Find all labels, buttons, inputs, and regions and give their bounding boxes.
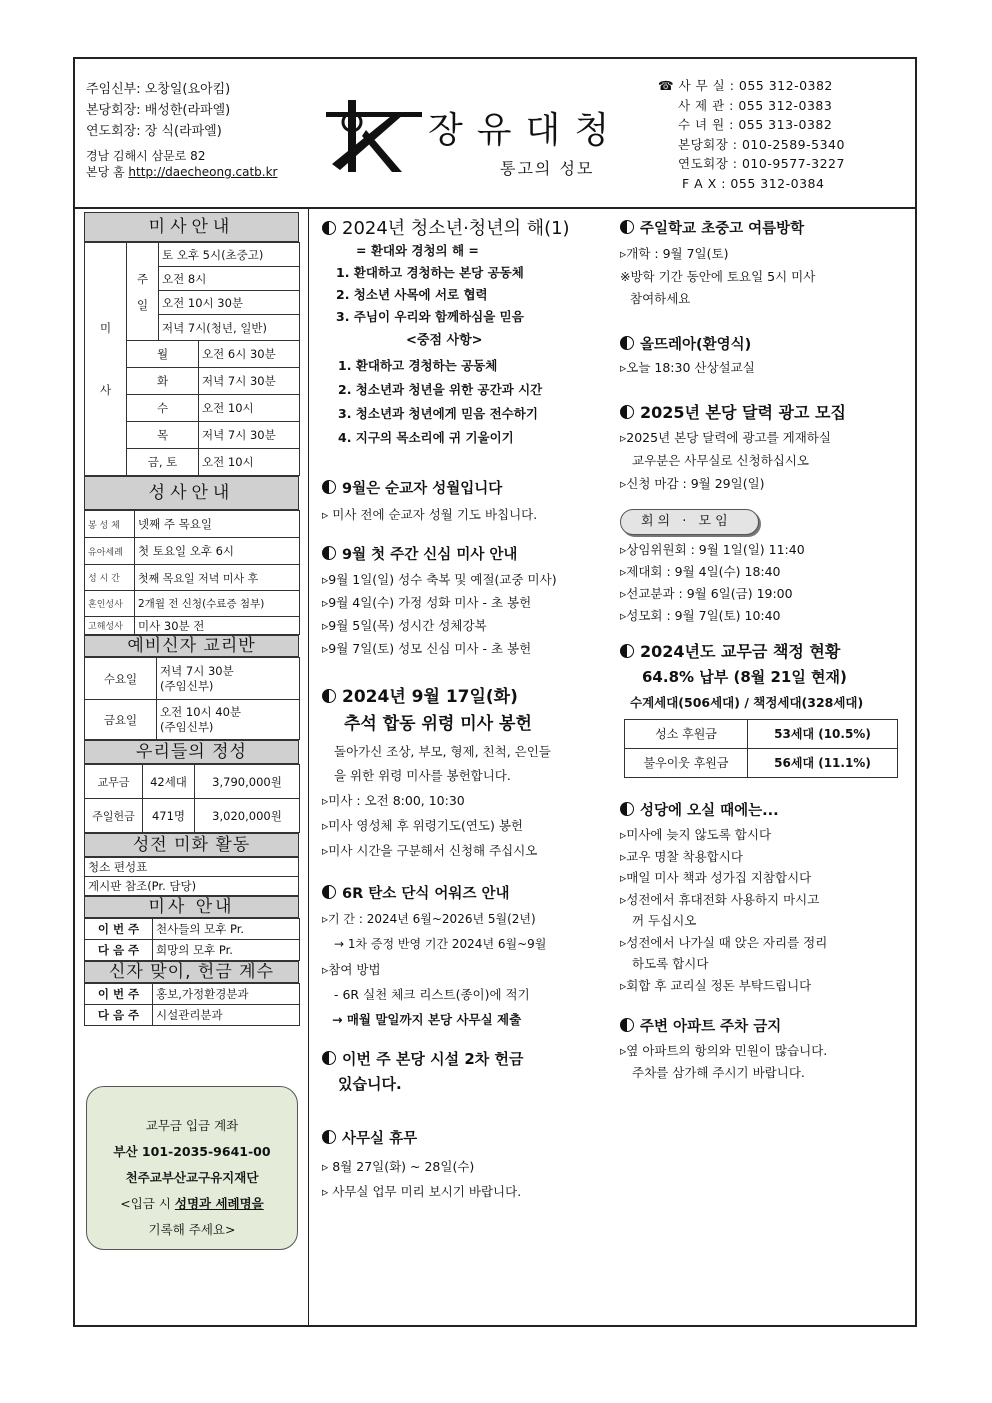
parking-text-2: 주차를 삼가해 주시기 바랍니다. bbox=[632, 1065, 805, 1080]
office-closed-item: ▹ 사무실 업무 미리 보시기 바랍니다. bbox=[322, 1184, 522, 1199]
carbon-list bbox=[322, 907, 614, 1032]
office-closed-item: ▹ 8월 27일(화) ~ 28일(수) bbox=[322, 1159, 475, 1174]
office-closed-title: 사무실 휴무 bbox=[322, 1128, 614, 1150]
account-title: 교무금 입금 계좌 bbox=[145, 1118, 239, 1133]
chuseok-text: 돌아가신 조상, 부모, 형제, 친척, 은인들 bbox=[334, 744, 551, 759]
weekday-day: 화 bbox=[127, 368, 199, 395]
first-week-item: ▹9월 7일(토) 성모 신심 미사 - 초 봉헌 bbox=[322, 641, 532, 656]
summer-open: ▹개학 : 9월 7일(토) bbox=[620, 246, 729, 261]
middle-column bbox=[322, 218, 614, 1204]
half-circle-icon bbox=[322, 1130, 336, 1144]
weekday-time: 저녁 7시 30분 bbox=[199, 368, 300, 395]
youth-item: 1. 환대하고 경청하는 본당 공동체 bbox=[336, 265, 524, 280]
martyrs-title: 9월은 순교자 성월입니다 bbox=[322, 478, 614, 500]
dues-rate: 64.8% 납부 (8월 21일 현재) bbox=[642, 668, 847, 686]
focus-item: 1. 환대하고 경청하는 공동체 bbox=[338, 358, 498, 373]
meeting-list bbox=[620, 539, 908, 627]
sacrament-value: 첫째 목요일 저녁 미사 후 bbox=[135, 565, 300, 591]
sacrament-key: 성 시 간 bbox=[85, 565, 135, 591]
welcome-value: 시설관리분과 bbox=[153, 1005, 300, 1026]
header-staff bbox=[86, 79, 277, 180]
half-circle-icon bbox=[620, 220, 634, 234]
catechumen-heading: 예비신자 교리반 bbox=[84, 635, 299, 657]
youth-item: 2. 청소년 사목에 서로 협력 bbox=[336, 287, 488, 302]
cross-logo-icon bbox=[326, 100, 422, 172]
sacrament-value: 넷째 주 목요일 bbox=[135, 511, 300, 538]
carbon-method: ▹참여 방법 bbox=[322, 962, 381, 977]
church-visit-item: 꺼 두십시오 bbox=[632, 913, 697, 928]
church-visit-item: 하도록 합시다 bbox=[632, 956, 709, 971]
sunday-mass-time: 오전 10시 30분 bbox=[159, 291, 300, 315]
second-collection-title-2: 있습니다. bbox=[338, 1075, 402, 1093]
beautify-heading: 성전 미화 활동 bbox=[84, 833, 299, 857]
youth-item: 3. 주님이 우리와 함께하심을 믿음 bbox=[336, 309, 524, 324]
chuseok-text: 을 위한 위령 미사를 봉헌합니다. bbox=[334, 768, 511, 783]
church-visit-item: ▹매일 미사 책과 성가집 지참합시다 bbox=[620, 870, 812, 885]
account-holder: 천주교부산교구유지재단 bbox=[125, 1170, 259, 1185]
church-visit-list bbox=[620, 824, 908, 996]
homepage-label: 본당 홈 bbox=[86, 165, 125, 179]
carbon-step: - 6R 실천 체크 리스트(종이)에 적기 bbox=[334, 987, 530, 1002]
half-circle-icon bbox=[620, 336, 634, 350]
half-circle-icon bbox=[620, 1018, 634, 1032]
half-circle-icon bbox=[322, 221, 336, 235]
weekday-time: 오전 6시 30분 bbox=[199, 341, 300, 368]
contacts bbox=[658, 76, 845, 194]
chuseok-item: ▹미사 시간을 구분해서 신청해 주십시오 bbox=[322, 843, 538, 858]
catechumen-day: 금요일 bbox=[85, 700, 157, 740]
meeting-badge: 회의 · 모임 bbox=[620, 509, 759, 535]
calendar-text: ▹2025년 본당 달력에 광고를 게재하실 bbox=[620, 430, 831, 445]
parish-title: 장유대청 bbox=[428, 110, 624, 151]
first-week-item: ▹9월 1일(일) 성수 축복 및 예절(교중 미사) bbox=[322, 572, 557, 587]
offering-heading: 우리들의 정성 bbox=[84, 740, 299, 764]
half-circle-icon bbox=[620, 405, 634, 419]
contact-rectory: 사 제 관 : 055 312-0383 bbox=[678, 97, 833, 113]
weekday-day: 금, 토 bbox=[127, 449, 199, 476]
sacrament-value: 첫 토요일 오후 6시 bbox=[135, 538, 300, 565]
right-column bbox=[620, 218, 908, 1084]
header-divider bbox=[73, 207, 917, 209]
contact-office: ☎ 사 무 실 : 055 312-0382 bbox=[658, 78, 833, 93]
chuseok-title: 2024년 9월 17일(화) bbox=[322, 686, 614, 708]
account-box bbox=[86, 1086, 298, 1250]
welcome-key: 이 번 주 bbox=[85, 984, 153, 1005]
meeting-item: ▹제대회 : 9월 4일(수) 18:40 bbox=[620, 564, 781, 579]
youth-title: 2024년 청소년·청년의 해(1) bbox=[322, 218, 614, 240]
beautify-row: 청소 편성표 bbox=[85, 858, 299, 877]
calendar-deadline: ▹신청 마감 : 9월 29일(일) bbox=[620, 476, 765, 491]
offering-amount: 3,790,000원 bbox=[195, 765, 300, 799]
sacrament-heading: 성사안내 bbox=[84, 476, 299, 510]
catechumen-day: 수요일 bbox=[85, 658, 157, 700]
half-circle-icon bbox=[322, 885, 336, 899]
carbon-period: ▹기 간 : 2024년 6월~2026년 5월(2년) bbox=[322, 912, 536, 926]
chuseok-item: ▹미사 : 오전 8:00, 10:30 bbox=[322, 793, 465, 808]
staff-priest: 주임신부: 오창일(요아킴) bbox=[86, 82, 231, 97]
contact-fax: F A X : 055 312-0384 bbox=[682, 175, 825, 191]
beautify-row: 게시판 참조(Pr. 담당) bbox=[85, 877, 299, 896]
mass-info-value: 희망의 모후 Pr. bbox=[153, 940, 300, 961]
left-column bbox=[84, 212, 299, 1026]
staff-parish-president: 본당회장: 배성한(라파엘) bbox=[86, 103, 231, 118]
mass-label: 미 사 bbox=[85, 243, 127, 476]
second-collection-title: 이번 주 본당 시설 2차 헌금 bbox=[322, 1048, 614, 1070]
mass-table bbox=[84, 242, 300, 476]
half-circle-icon bbox=[322, 689, 336, 703]
support-table bbox=[624, 719, 898, 778]
focus-item: 4. 지구의 목소리에 귀 기울이기 bbox=[338, 430, 514, 445]
meeting-item: ▹선교분과 : 9월 6일(금) 19:00 bbox=[620, 586, 793, 601]
address-block bbox=[86, 148, 277, 180]
church-visit-item: ▹회합 후 교리실 정돈 부탁드립니다 bbox=[620, 977, 812, 993]
address: 경남 김해시 삼문로 82 bbox=[86, 149, 206, 163]
carbon-title: 6R 탄소 단식 어워즈 안내 bbox=[322, 883, 614, 905]
mass-info-key: 이 번 주 bbox=[85, 919, 153, 940]
focus-item: 3. 청소년과 청년에게 믿음 전수하기 bbox=[338, 406, 538, 421]
carbon-reflect: → 1차 증정 반영 기간 2024년 6월~9월 bbox=[334, 937, 547, 951]
dues-title: 2024년도 교무금 책정 현황 bbox=[620, 641, 908, 663]
first-week-item: ▹9월 4일(수) 가정 성화 미사 - 초 봉헌 bbox=[322, 595, 532, 610]
offering-count: 471명 bbox=[143, 799, 195, 833]
contact-yeondo-president: 연도회장 : 010-9577-3227 bbox=[678, 156, 845, 172]
column-divider bbox=[308, 208, 309, 1326]
half-circle-icon bbox=[322, 546, 336, 560]
summer-note-2: 참여하세요 bbox=[630, 291, 691, 306]
mass-info-value: 천사들의 모후 Pr. bbox=[153, 919, 300, 940]
support-key: 불우이웃 후원금 bbox=[625, 749, 748, 778]
offering-table bbox=[84, 764, 300, 833]
first-week-list bbox=[322, 568, 614, 660]
summer-note: ※방학 기간 동안에 토요일 5시 미사 bbox=[620, 269, 816, 284]
carbon-step: → 매월 말일까지 본당 사무실 제출 bbox=[332, 1012, 522, 1027]
weekday-day: 수 bbox=[127, 395, 199, 422]
parking-text: ▹옆 아파트의 항의와 민원이 많습니다. bbox=[620, 1043, 828, 1058]
sacrament-key: 고해성사 bbox=[85, 617, 135, 635]
first-week-title: 9월 첫 주간 신심 미사 안내 bbox=[322, 544, 614, 566]
welcome-heading: 신자 맞이, 헌금 계수 bbox=[84, 961, 299, 983]
first-week-item: ▹9월 5일(목) 성시간 성체강복 bbox=[322, 618, 487, 633]
weekday-time: 오전 10시 bbox=[199, 449, 300, 476]
focus-heading: <중점 사항> bbox=[406, 333, 483, 348]
welcome-party-title: 올뜨레아(환영식) bbox=[620, 334, 908, 356]
welcome-party-text: ▹오늘 18:30 산상설교실 bbox=[620, 360, 755, 375]
sunday-mass-time: 오전 8시 bbox=[159, 267, 300, 291]
beautify-table bbox=[84, 857, 299, 896]
meeting-item: ▹성모회 : 9월 7일(토) 10:40 bbox=[620, 608, 781, 623]
office-closed-list bbox=[322, 1154, 614, 1204]
sacrament-key: 봉 성 체 bbox=[85, 511, 135, 538]
calendar-text-2: 교우분은 사무실로 신청하십시오 bbox=[632, 453, 809, 468]
meeting-item: ▹상임위원회 : 9월 1일(일) 11:40 bbox=[620, 542, 805, 557]
parish-subtitle: 통고의 성모 bbox=[500, 159, 595, 178]
calendar-title: 2025년 본당 달력 광고 모집 bbox=[620, 402, 908, 424]
sunday-label: 주 일 bbox=[127, 243, 159, 341]
contact-parish-president: 본당회장 : 010-2589-5340 bbox=[678, 136, 845, 152]
summer-title: 주일학교 초중고 여름방학 bbox=[620, 218, 908, 240]
mass-info-key: 다 음 주 bbox=[85, 940, 153, 961]
offering-count: 42세대 bbox=[143, 765, 195, 799]
weekday-time: 오전 10시 bbox=[199, 395, 300, 422]
sacrament-table bbox=[84, 510, 300, 635]
staff-yeondo-president: 연도회장: 장 식(라파엘) bbox=[86, 124, 222, 139]
account-note: <입금 시 성명과 세례명을 bbox=[120, 1196, 264, 1211]
sacrament-key: 유아세례 bbox=[85, 538, 135, 565]
sacrament-key: 혼인성사 bbox=[85, 591, 135, 617]
account-number: 부산 101-2035-9641-00 bbox=[113, 1144, 271, 1159]
church-visit-item: ▹교우 명찰 착용합시다 bbox=[620, 848, 743, 864]
church-visit-item: ▹성전에서 나가실 때 앉은 자리를 정리 bbox=[620, 934, 828, 950]
support-value: 53세대 (10.5%) bbox=[748, 720, 898, 749]
welcome-value: 홍보,가정환경분과 bbox=[153, 984, 300, 1005]
weekday-time: 저녁 7시 30분 bbox=[199, 422, 300, 449]
chuseok-title-2: 추석 합동 위령 미사 봉헌 bbox=[344, 714, 532, 734]
catechumen-time: 저녁 7시 30분 (주임신부) bbox=[157, 658, 300, 700]
dues-households: 수계세대(506세대) / 책정세대(328세대) bbox=[630, 695, 864, 710]
sacrament-value: 2개월 전 신청(수료증 첨부) bbox=[135, 591, 300, 617]
half-circle-icon bbox=[620, 644, 634, 658]
focus-item: 2. 청소년과 청년을 위한 공간과 시간 bbox=[338, 382, 543, 397]
church-visit-item: ▹미사에 늦지 않도록 합시다 bbox=[620, 827, 772, 842]
parking-title: 주변 아파트 주차 금지 bbox=[620, 1016, 908, 1038]
sunday-mass-time: 저녁 7시(청년, 일반) bbox=[159, 315, 300, 341]
mass-info-heading: 미사 안내 bbox=[84, 896, 299, 918]
chuseok-item: ▹미사 영성체 후 위령기도(연도) 봉헌 bbox=[322, 818, 523, 833]
catechumen-table bbox=[84, 657, 300, 740]
support-value: 56세대 (11.1%) bbox=[748, 749, 898, 778]
contact-convent: 수 녀 원 : 055 313-0382 bbox=[678, 117, 833, 133]
youth-sub: = 환대와 경청의 해 = bbox=[356, 243, 479, 258]
mass-info-table bbox=[84, 918, 300, 961]
mass-guide-heading: 미사안내 bbox=[84, 212, 299, 242]
offering-key: 교무금 bbox=[85, 765, 143, 799]
offering-amount: 3,020,000원 bbox=[195, 799, 300, 833]
half-circle-icon bbox=[620, 802, 634, 816]
martyrs-text: ▹ 미사 전에 순교자 성월 기도 바칩니다. bbox=[322, 507, 538, 522]
offering-key: 주일헌금 bbox=[85, 799, 143, 833]
sacrament-value: 미사 30분 전 bbox=[135, 617, 300, 635]
half-circle-icon bbox=[322, 1051, 336, 1065]
support-key: 성소 후원금 bbox=[625, 720, 748, 749]
church-visit-title: 성당에 오실 때에는... bbox=[620, 800, 908, 822]
welcome-table bbox=[84, 983, 300, 1026]
weekday-day: 목 bbox=[127, 422, 199, 449]
welcome-key: 다 음 주 bbox=[85, 1005, 153, 1026]
sunday-mass-time: 토 오후 5시(초중고) bbox=[159, 243, 300, 267]
catechumen-time: 오전 10시 40분 (주임신부) bbox=[157, 700, 300, 740]
church-visit-item: ▹성전에서 휴대전화 사용하지 마시고 bbox=[620, 891, 820, 907]
account-note-2: 기록해 주세요> bbox=[148, 1222, 236, 1237]
half-circle-icon bbox=[322, 480, 336, 494]
homepage-link[interactable]: http://daecheong.catb.kr bbox=[128, 165, 278, 179]
weekday-day: 월 bbox=[127, 341, 199, 368]
